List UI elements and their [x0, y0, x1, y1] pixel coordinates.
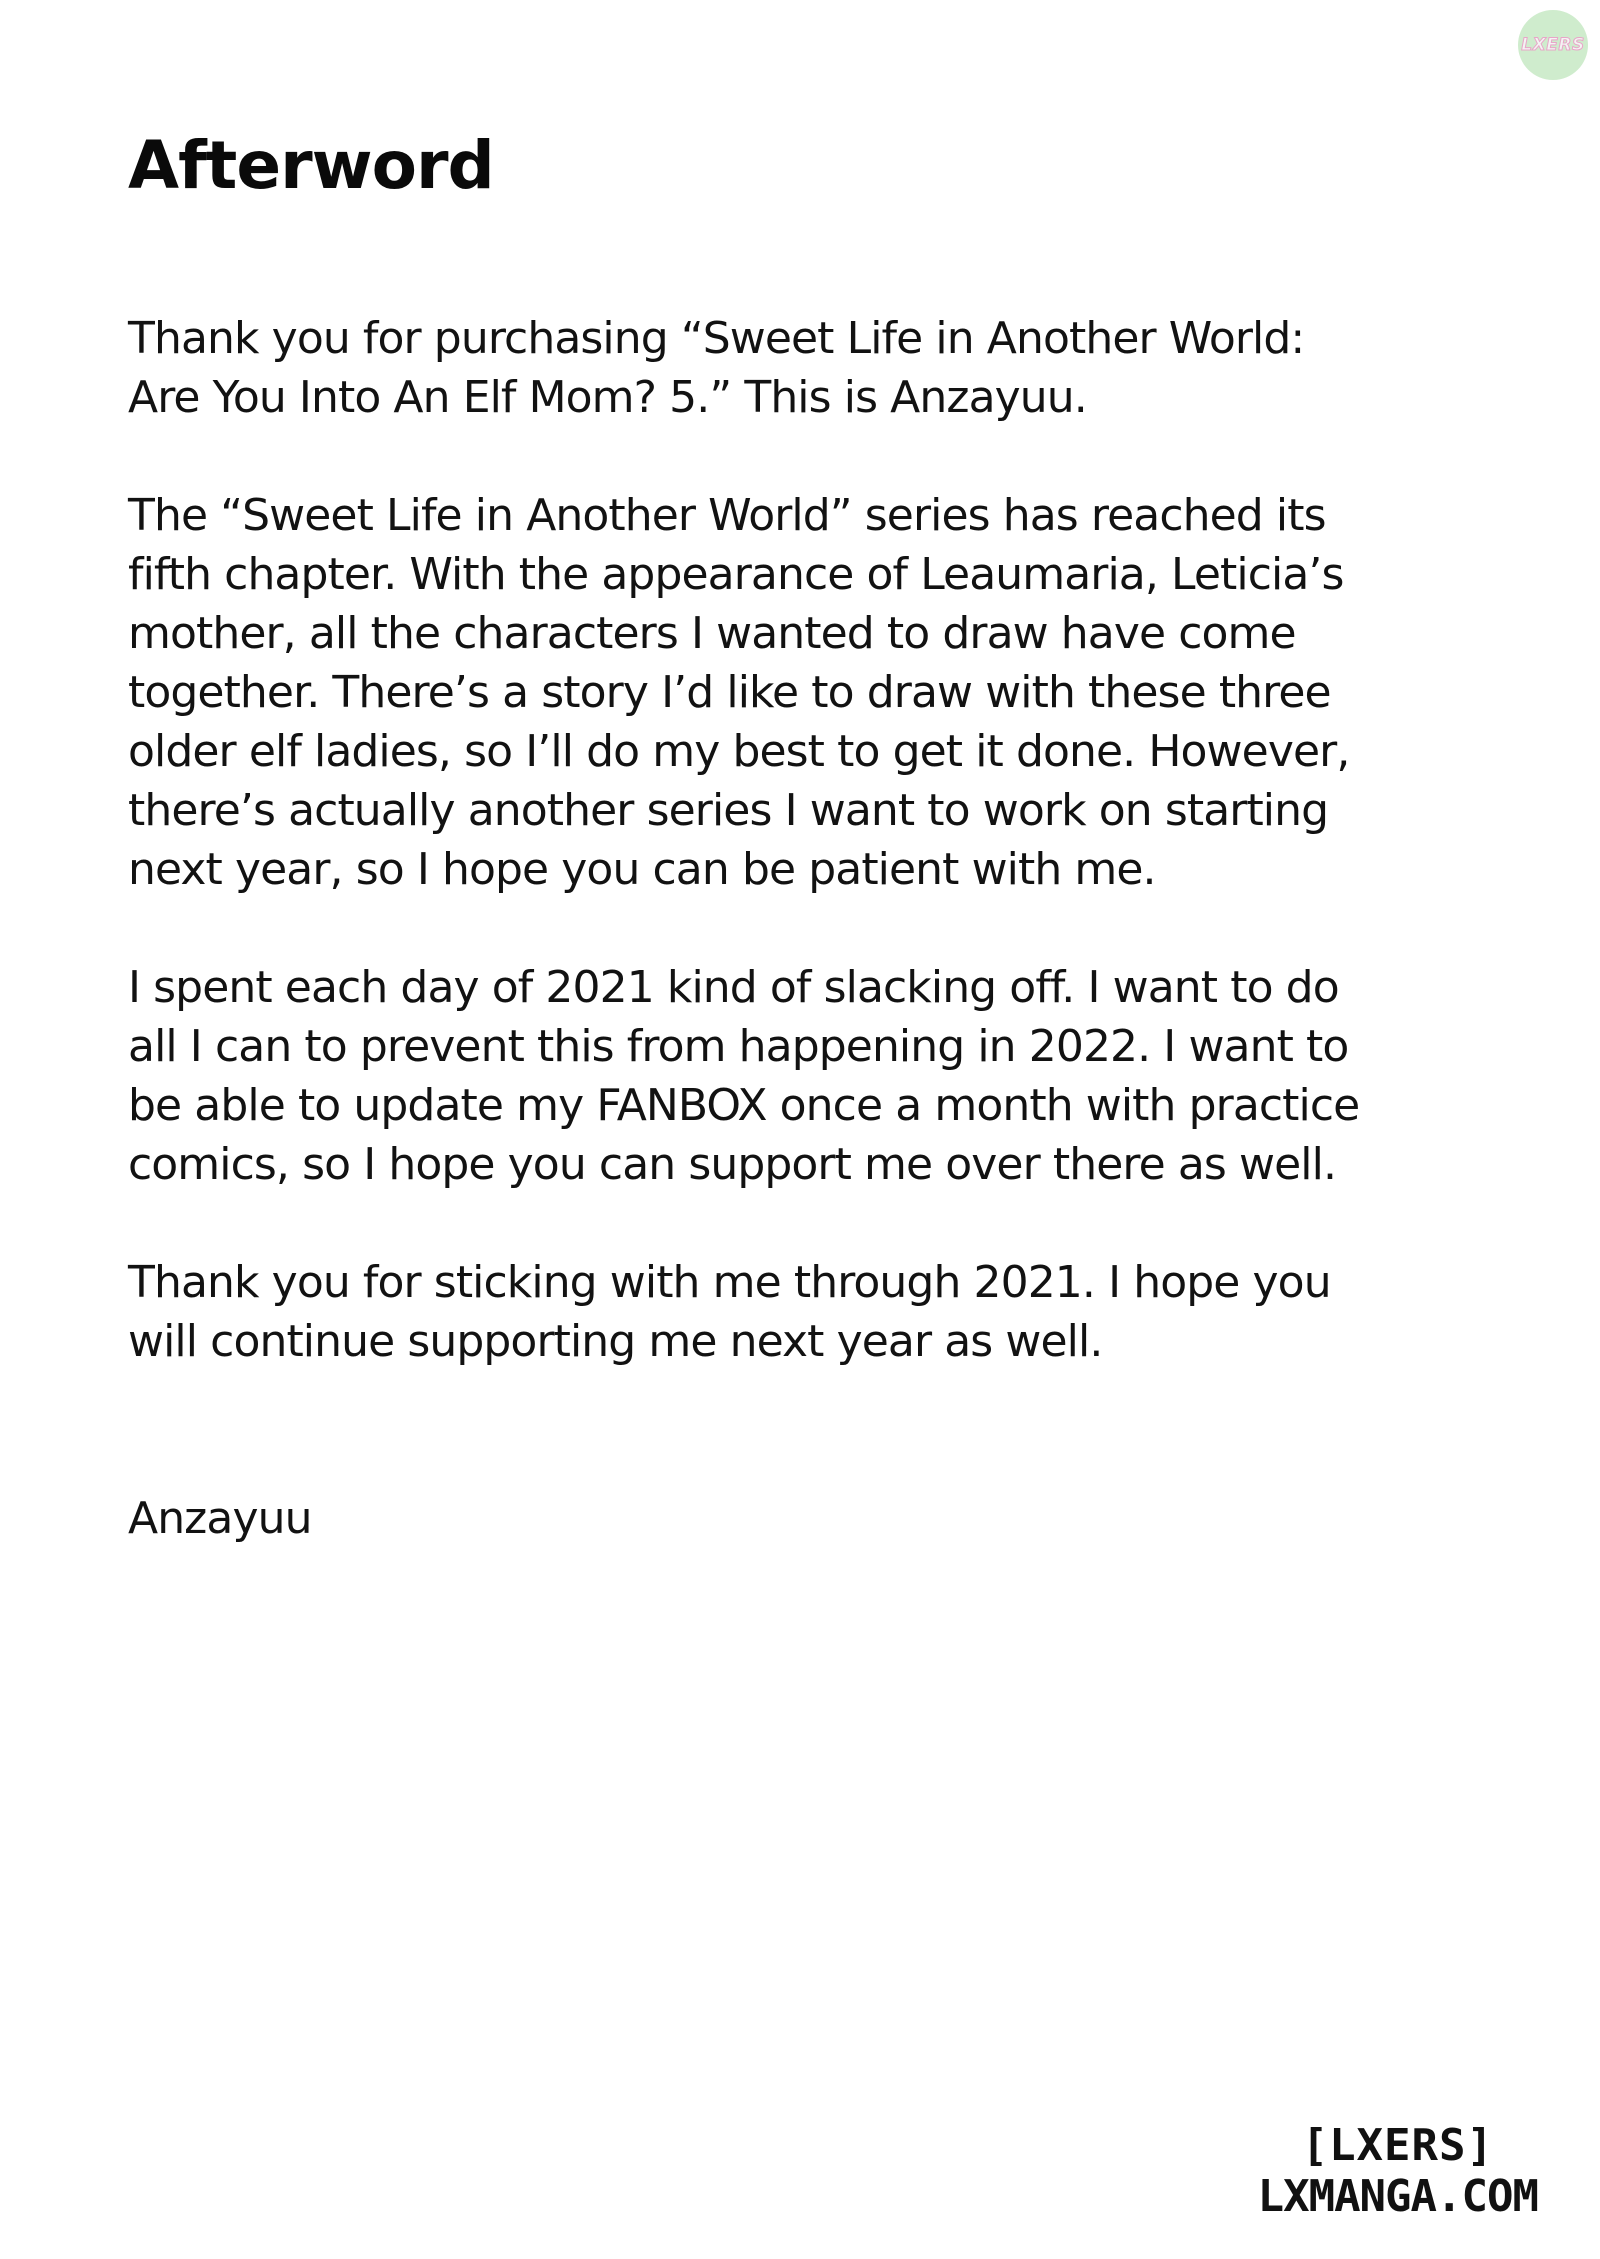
paragraph-line: all I can to prevent this from happening in 2022. I want to: [128, 1021, 1349, 1072]
paragraph-line: there’s actually another series I want to work on starting: [128, 785, 1329, 836]
paragraph-line: I spent each day of 2021 kind of slacking off. I want to do: [128, 962, 1339, 1013]
paragraph-line: The “Sweet Life in Another World” series has reached its: [128, 490, 1326, 541]
lxers-logo-badge: [1518, 10, 1588, 80]
paragraph-line: older elf ladies, so I’ll do my best to get it done. However,: [128, 726, 1350, 777]
lxers-logo-text: LXERS: [1521, 35, 1585, 55]
page-title: Afterword: [128, 127, 494, 204]
paragraph-4: [128, 1253, 1568, 1371]
paragraph-line: mother, all the characters I wanted to draw have come: [128, 608, 1296, 659]
paragraph-line: Are You Into An Elf Mom? 5.” This is Anzayuu.: [128, 372, 1087, 423]
paragraph-line: will continue supporting me next year as well.: [128, 1316, 1103, 1367]
lxmanga-watermark: [1258, 2121, 1538, 2223]
paragraph-line: be able to update my FANBOX once a month with practice: [128, 1080, 1360, 1131]
paragraph-3: [128, 958, 1568, 1194]
paragraph-line: together. There’s a story I’d like to draw with these three: [128, 667, 1331, 718]
afterword-body: [128, 309, 1568, 1607]
paragraph-line: fifth chapter. With the appearance of Leaumaria, Leticia’s: [128, 549, 1344, 600]
paragraph-line: Thank you for purchasing “Sweet Life in Another World:: [128, 313, 1305, 364]
signature: Anzayuu: [128, 1493, 312, 1544]
paragraph-line: next year, so I hope you can be patient with me.: [128, 844, 1156, 895]
paragraph-line: comics, so I hope you can support me over there as well.: [128, 1139, 1337, 1190]
watermark-line-2: LXMANGA.COM: [1257, 2171, 1538, 2222]
paragraph-line: Thank you for sticking with me through 2021. I hope you: [128, 1257, 1331, 1308]
paragraph-2: [128, 486, 1568, 899]
paragraph-1: [128, 309, 1568, 427]
watermark-line-1: [LXERS]: [1301, 2120, 1495, 2171]
